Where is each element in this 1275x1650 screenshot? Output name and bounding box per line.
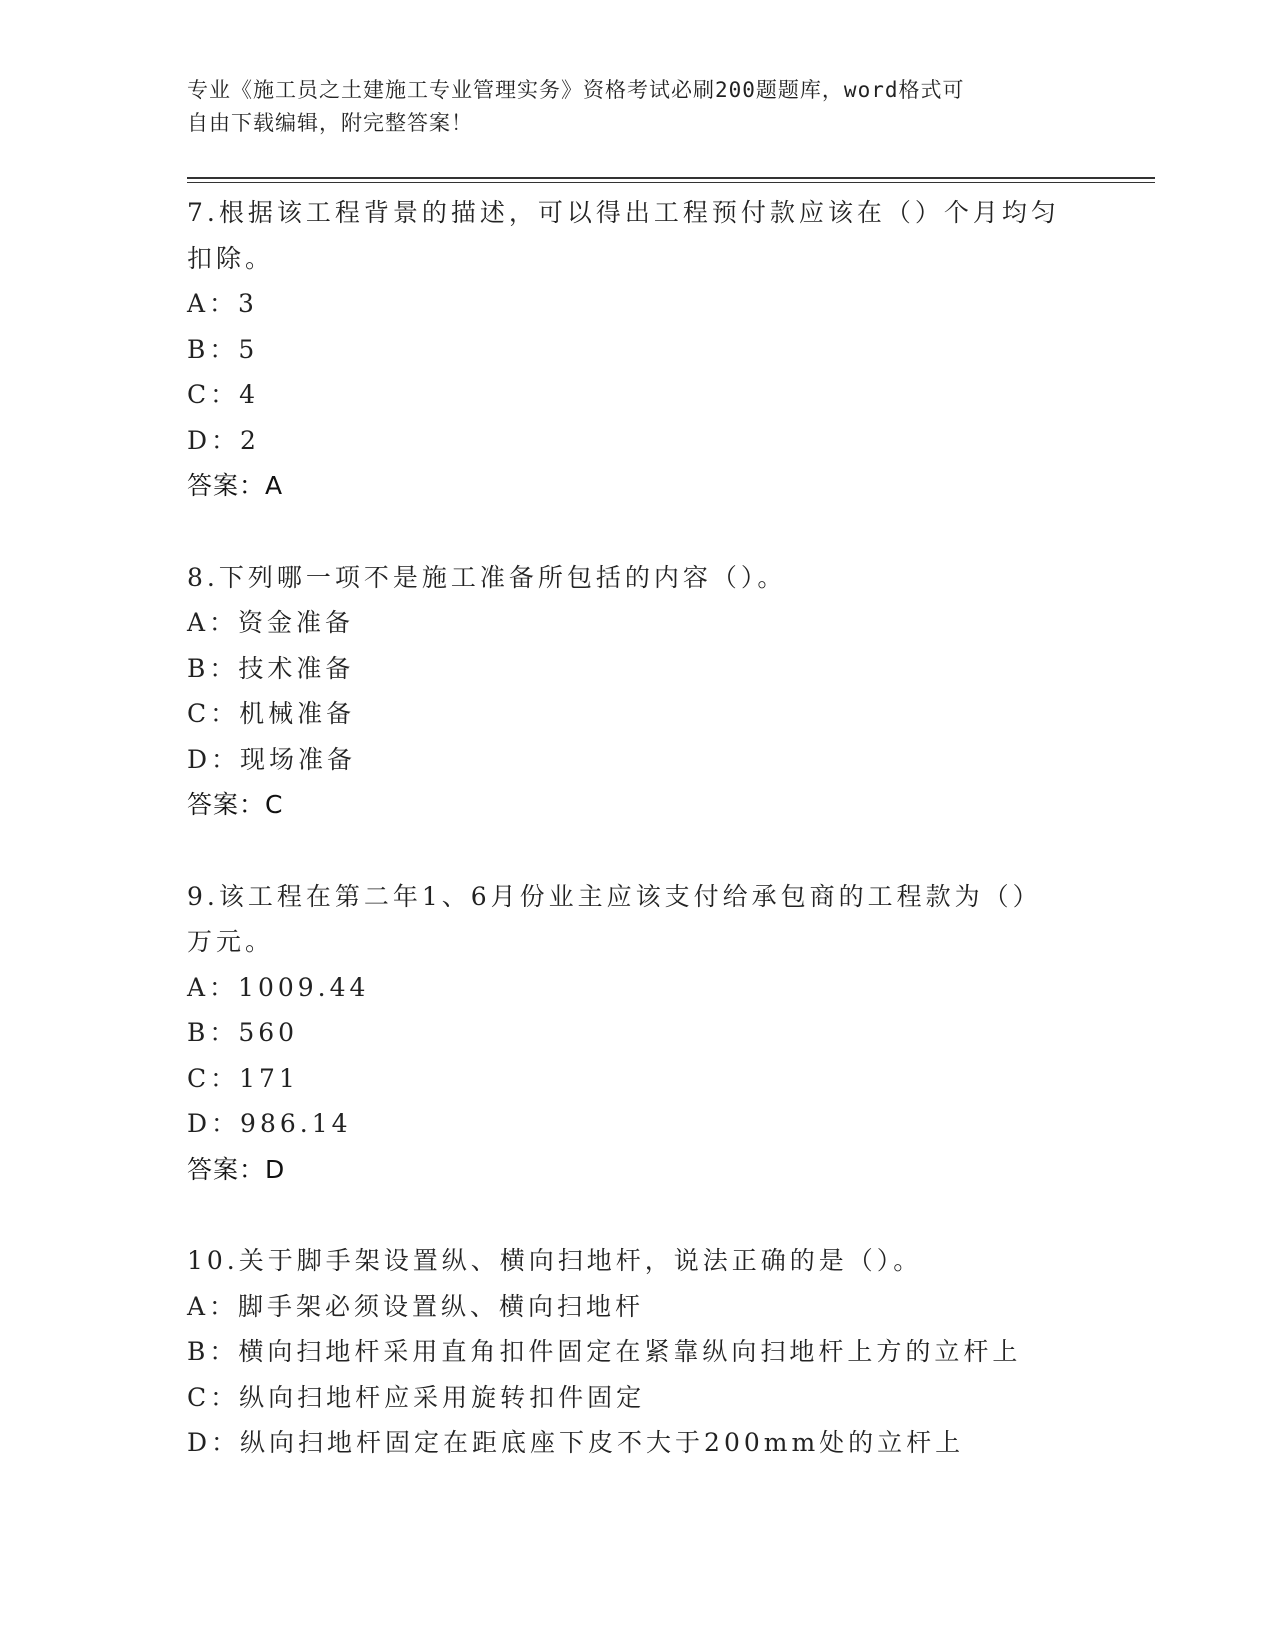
option-b: B：横向扫地杆采用直角扣件固定在紧靠纵向扫地杆上方的立杆上 xyxy=(187,1337,1022,1366)
option-d: D：2 xyxy=(187,425,260,455)
option-c: C：171 xyxy=(187,1063,299,1093)
question-stem: 10.关于脚手架设置纵、横向扫地杆，说法正确的是（）。 xyxy=(187,1246,923,1275)
option-d: D：986.14 xyxy=(187,1109,352,1138)
option-b: B：560 xyxy=(187,1018,299,1047)
question-9 xyxy=(187,874,1087,1193)
header-divider-thick xyxy=(187,177,1155,179)
option-c: C：4 xyxy=(187,380,260,409)
option-d: D：纵向扫地杆固定在距底座下皮不大于200mm处的立杆上 xyxy=(187,1428,965,1457)
option-c: C：纵向扫地杆应采用旋转扣件固定 xyxy=(187,1382,646,1412)
option-a: A：1009.44 xyxy=(187,972,370,1002)
question-10 xyxy=(187,1238,1087,1466)
header-line-1: 专业《施工员之土建施工专业管理实务》资格考试必刷200题题库，word格式可 xyxy=(187,78,965,102)
question-7 xyxy=(187,190,1087,509)
answer-text: 答案：A xyxy=(187,471,284,500)
header-line-2: 自由下载编辑，附完整答案！ xyxy=(187,111,473,135)
document-header xyxy=(187,74,1067,140)
header-divider-thin xyxy=(187,182,1155,183)
option-b: B：5 xyxy=(187,334,259,364)
question-stem: 7.根据该工程背景的描述，可以得出工程预付款应该在（）个月均匀扣除。 xyxy=(187,198,1060,273)
answer-text: 答案：D xyxy=(187,1154,286,1184)
answer-text: 答案：C xyxy=(187,790,284,819)
question-8 xyxy=(187,555,1087,828)
question-stem: 9.该工程在第二年1、6月份业主应该支付给承包商的工程款为（）万元。 xyxy=(187,881,1042,956)
option-a: A：3 xyxy=(187,289,258,318)
option-c: C：机械准备 xyxy=(187,699,356,728)
option-d: D：现场准备 xyxy=(187,744,357,774)
option-a: A：资金准备 xyxy=(187,608,355,637)
option-b: B：技术准备 xyxy=(187,653,355,683)
question-list xyxy=(187,190,1087,1512)
option-a: A：脚手架必须设置纵、横向扫地杆 xyxy=(187,1291,645,1321)
question-stem: 8.下列哪一项不是施工准备所包括的内容（）。 xyxy=(187,562,787,592)
